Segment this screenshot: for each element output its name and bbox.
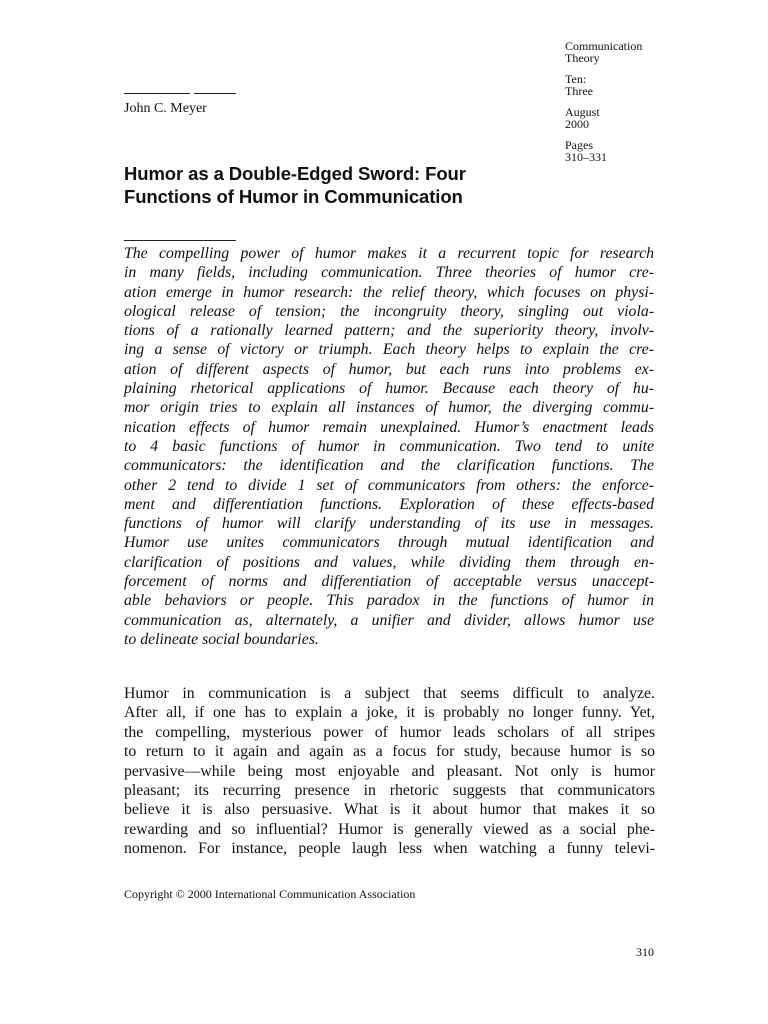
abstract (124, 244, 654, 649)
paper-title (124, 162, 544, 208)
journal-name-line: Theory (565, 51, 600, 65)
abstract-line: able behaviors or people. This paradox in the functions of humor in (124, 592, 654, 610)
abstract-line: functions of humor will clarify understanding of its use in messages. (124, 515, 654, 533)
author-name: John C. Meyer (124, 101, 207, 116)
volume-issue (565, 73, 745, 97)
abstract-line: plaining rhetorical applications of humor. Because each theory of hu- (124, 380, 654, 398)
page-number: 310 (636, 945, 654, 959)
copyright-notice: Copyright © 2000 International Communication Association (124, 887, 416, 901)
abstract-line: in many fields, including communication. Three theories of humor cre- (124, 264, 654, 282)
abstract-line: The compelling power of humor makes it a recurrent topic for research (124, 245, 654, 262)
abstract-line: ological release of tension; the incongruity theory, singling out viola- (124, 302, 654, 320)
publication-date (565, 106, 745, 130)
pages-value: 310–331 (565, 150, 607, 164)
abstract-line: tions of a rationally learned pattern; and the superiority theory, involv- (124, 322, 654, 340)
title-line: Functions of Humor in Communication (124, 186, 463, 207)
issue-line: Three (565, 84, 593, 98)
pages-label: Pages (565, 138, 593, 152)
abstract-line: ment and differentiation functions. Exploration of these effects-based (124, 495, 654, 513)
abstract-line: ation emerge in humor research: the relief theory, which focuses on physi- (124, 283, 654, 301)
body-line: to return to it again and again as a focus for study, because humor is so (124, 743, 655, 761)
abstract-line: forcement of norms and differentiation of acceptable versus unaccept- (124, 573, 654, 591)
abstract-line: nication effects of humor remain unexplained. Humor’s enactment leads (124, 418, 654, 436)
journal-name-line: Communication (565, 39, 643, 53)
author-rule-short (194, 93, 236, 94)
abstract-rule (124, 240, 236, 241)
body-line: nomenon. For instance, people laugh less when watching a funny televi- (124, 840, 655, 858)
abstract-line: other 2 tend to divide 1 set of communicators from others: the enforce- (124, 476, 654, 494)
abstract-line: clarification of positions and values, while dividing them through en- (124, 553, 654, 571)
abstract-line: ing a sense of victory or triumph. Each theory helps to explain the cre- (124, 341, 654, 359)
volume-line: Ten: (565, 72, 587, 86)
journal-name (565, 40, 745, 64)
author-rule (124, 93, 190, 94)
body-line: rewarding and so influential? Humor is generally viewed as a social phe- (124, 820, 655, 838)
abstract-line: to 4 basic functions of humor in communication. Two tend to unite (124, 437, 654, 455)
abstract-line: ation of different aspects of humor, but each runs into problems ex- (124, 360, 654, 378)
abstract-line: communication as, alternately, a unifier and divider, allows humor use (124, 611, 654, 629)
abstract-line: Humor use unites communicators through mutual identification and (124, 534, 654, 552)
body-line: believe it is also persuasive. What is it about humor that makes it so (124, 801, 655, 819)
abstract-line: mor origin tries to explain all instances of humor, the diverging commu- (124, 399, 654, 417)
month-line: August (565, 105, 600, 119)
title-line: Humor as a Double-Edged Sword: Four (124, 163, 466, 184)
abstract-line: communicators: the identification and the clarification functions. The (124, 457, 654, 475)
body-line: the compelling, mysterious power of humor leads scholars of all stripes (124, 723, 655, 741)
body-line: pleasant; its recurring presence in rhetoric suggests that communicators (124, 782, 655, 800)
body-line: After all, if one has to explain a joke, it is probably no longer funny. Yet, (124, 704, 655, 722)
page-range (565, 139, 745, 163)
abstract-line: to delineate social boundaries. (124, 630, 319, 648)
body-line: pervasive—while being most enjoyable and pleasant. Not only is humor (124, 762, 655, 780)
journal-meta (565, 40, 745, 172)
body-line: Humor in communication is a subject that seems difficult to analyze. (124, 685, 655, 702)
body-paragraph (124, 684, 655, 859)
year-line: 2000 (565, 117, 589, 131)
